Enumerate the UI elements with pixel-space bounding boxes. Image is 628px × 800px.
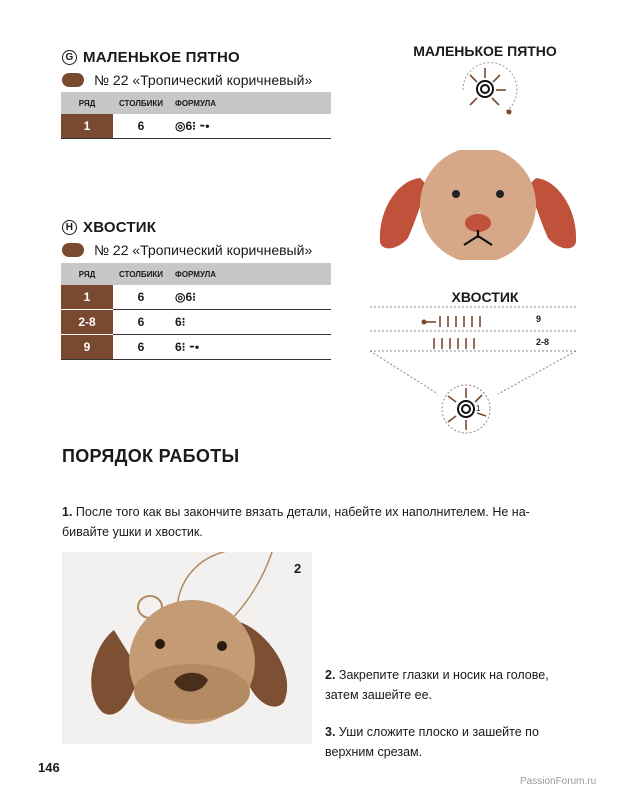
section-letter-h: H bbox=[62, 220, 77, 235]
header-row: РЯД bbox=[61, 92, 113, 114]
formula: ◎6⁝ ⁃• bbox=[169, 114, 331, 139]
section-h-table bbox=[61, 263, 331, 360]
amigurumi-photo bbox=[62, 552, 312, 744]
step-2-number: 2. bbox=[325, 668, 336, 682]
dog-face-illustration bbox=[378, 150, 578, 260]
spot-diagram-title: МАЛЕНЬКОЕ ПЯТНО bbox=[413, 43, 557, 59]
table-row bbox=[61, 285, 331, 310]
row-number: 1 bbox=[61, 114, 113, 139]
section-g-title bbox=[62, 49, 240, 66]
table-row bbox=[61, 335, 331, 360]
step-1-number: 1. bbox=[62, 505, 73, 519]
table-row bbox=[61, 310, 331, 335]
section-g-table bbox=[61, 92, 331, 139]
step-1-body: После того как вы закончите вязать детали, набейте их наполнителем. Не на-бивайте ушки и хвостик. bbox=[62, 505, 530, 539]
step-3-number: 3. bbox=[325, 725, 336, 739]
page-number: 146 bbox=[38, 760, 60, 775]
header-formula: ФОРМУЛА bbox=[169, 263, 331, 285]
tail-row-label-9: 9 bbox=[536, 314, 542, 324]
section-letter-g: G bbox=[62, 50, 77, 65]
nose bbox=[465, 214, 491, 232]
head bbox=[420, 150, 536, 260]
yarn-color-swatch bbox=[62, 73, 84, 87]
tail-diagram bbox=[368, 304, 578, 439]
left-eye bbox=[452, 190, 460, 198]
header-stitches: СТОЛБИКИ bbox=[113, 92, 169, 114]
formula: ◎6⁝ bbox=[169, 285, 331, 310]
spot-diagram-icon bbox=[455, 62, 525, 117]
header-row: РЯД bbox=[61, 263, 113, 285]
header-formula: ФОРМУЛА bbox=[169, 92, 331, 114]
tail-diagram-title: ХВОСТИК bbox=[451, 289, 519, 305]
stitch-count: 6 bbox=[113, 310, 169, 335]
section-h-yarn bbox=[62, 242, 312, 258]
formula: 6⁝ bbox=[169, 310, 331, 335]
table-row bbox=[61, 114, 331, 139]
tail-row-label-2-8: 2-8 bbox=[536, 337, 550, 347]
step-3-body: Уши сложите плоско и зашейте по верхним срезам. bbox=[325, 725, 539, 759]
section-h-title-text: ХВОСТИК bbox=[83, 219, 157, 236]
tail-center-label: 1 bbox=[476, 404, 481, 413]
stitch-count: 6 bbox=[113, 335, 169, 360]
stitch-count: 6 bbox=[113, 114, 169, 139]
stitch-count: 6 bbox=[113, 285, 169, 310]
yarn-label: № 22 «Тропический коричневый» bbox=[94, 72, 313, 88]
work-order-title: ПОРЯДОК РАБОТЫ bbox=[62, 446, 240, 466]
step-1-text bbox=[62, 502, 567, 542]
right-eye bbox=[496, 190, 504, 198]
step-2-text bbox=[325, 665, 585, 705]
yarn-color-swatch bbox=[62, 243, 84, 257]
row-number: 9 bbox=[61, 335, 113, 360]
row-number: 2-8 bbox=[61, 310, 113, 335]
section-h-title bbox=[62, 219, 156, 236]
photo-number: 2 bbox=[294, 561, 302, 576]
formula: 6⁝ ⁃• bbox=[169, 335, 331, 360]
watermark: PassionForum.ru bbox=[520, 776, 597, 787]
header-stitches: СТОЛБИКИ bbox=[113, 263, 169, 285]
row-number: 1 bbox=[61, 285, 113, 310]
step-2-body: Закрепите глазки и носик на голове, затем зашейте ее. bbox=[325, 668, 549, 702]
section-g-title-text: МАЛЕНЬКОЕ ПЯТНО bbox=[83, 49, 240, 66]
yarn-label: № 22 «Тропический коричневый» bbox=[94, 242, 313, 258]
section-g-yarn bbox=[62, 72, 312, 88]
step-3-text bbox=[325, 722, 565, 762]
